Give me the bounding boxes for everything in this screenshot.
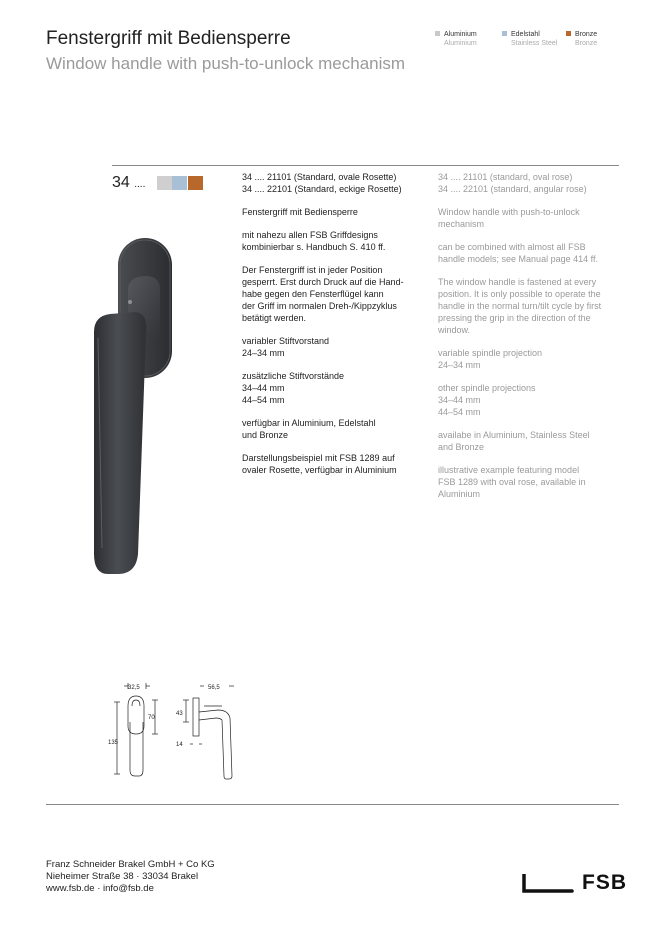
- description-en-2: can be combined with almost all FSB handle models; see Manual page 414 ff.: [438, 242, 598, 264]
- description-en-3: The window handle is fastened at every position. It is only possible to operate the handle in the normal turn/tilt cycle by first pressing the grip in the direction of the window.: [438, 277, 602, 335]
- description-en-1: Window handle with push-to-unlock mechanism: [438, 207, 580, 229]
- aluminium-swatch: [435, 31, 440, 36]
- finish-swatch-aluminium: [157, 176, 172, 190]
- page-title: Fenstergriff mit Bediensperre: [46, 28, 291, 49]
- bronze-swatch: [566, 31, 571, 36]
- dim-135: 135: [108, 740, 119, 746]
- description-de-7: Darstellungsbeispiel mit FSB 1289 auf ovaler Rosette, verfügbar in Aluminium: [242, 453, 397, 475]
- description-en-5: other spindle projections 34–44 mm 44–54 mm: [438, 383, 536, 417]
- description-en-6: availabe in Aluminium, Stainless Steel and Bronze: [438, 430, 590, 452]
- description-en-7: illustrative example featuring model FSB 1289 with oval rose, available in Aluminium: [438, 465, 586, 499]
- bottom-divider: [46, 804, 619, 805]
- article-numbers-de: 34 .... 21101 (Standard, ovale Rosette) 34 .... 22101 (Standard, eckige Rosette): [242, 172, 402, 194]
- article-numbers-en: 34 .... 21101 (standard, oval rose) 34 .... 22101 (standard, angular rose): [438, 172, 587, 194]
- fsb-handle-logo-icon: [522, 874, 574, 894]
- product-number: 34 ....: [112, 174, 146, 191]
- dim-width: 32,5: [128, 685, 140, 691]
- finish-swatch-bronze: [188, 176, 203, 190]
- dim-14: 14: [176, 742, 183, 748]
- legend-aluminium: Aluminium Aluminium: [435, 30, 477, 48]
- stainless-steel-swatch: [502, 31, 507, 36]
- company-name: Franz Schneider Brakel GmbH + Co KG: [46, 859, 215, 870]
- description-en-4: variable spindle projection 24–34 mm: [438, 348, 543, 370]
- company-address: [46, 859, 215, 895]
- page-subtitle: Window handle with push-to-unlock mechanism: [46, 54, 406, 73]
- street-address: Nieheimer Straße 38 · 33034 Brakel: [46, 871, 199, 882]
- dim-43: 43: [176, 711, 183, 717]
- dim-70: 70: [148, 715, 155, 721]
- legend-bronze: Bronze Bronze: [566, 30, 597, 48]
- description-de-6: verfügbar in Aluminium, Edelstahl und Bronze: [242, 418, 376, 440]
- description-de-2: mit nahezu allen FSB Griffdesigns kombinierbar s. Handbuch S. 410 ff.: [242, 230, 386, 252]
- fsb-logo-text: FSB: [582, 871, 627, 894]
- technical-drawing: [108, 678, 248, 780]
- description-de-1: Fenstergriff mit Bediensperre: [242, 207, 358, 217]
- description-de-4: variabler Stiftvorstand 24–34 mm: [242, 336, 330, 358]
- dim-projection: 56,5: [208, 685, 220, 691]
- window-handle-image: [80, 228, 190, 578]
- description-de-3: Der Fenstergriff ist in jeder Position gesperrt. Erst durch Druck auf die Hand- habe gegen den Fensterflügel kann der Griff im normalen Dreh-/Kippzyklus betätigt werden.: [242, 265, 404, 323]
- description-de-5: zusätzliche Stiftvorstände 34–44 mm 44–54 mm: [242, 371, 345, 405]
- top-divider: [112, 165, 619, 166]
- finish-swatch-stainless: [172, 176, 187, 190]
- description-de: [242, 171, 427, 487]
- description-en: [438, 171, 623, 511]
- legend-stainless-steel: Edelstahl Stainless Steel: [502, 30, 557, 48]
- contact-links: www.fsb.de · info@fsb.de: [46, 883, 154, 894]
